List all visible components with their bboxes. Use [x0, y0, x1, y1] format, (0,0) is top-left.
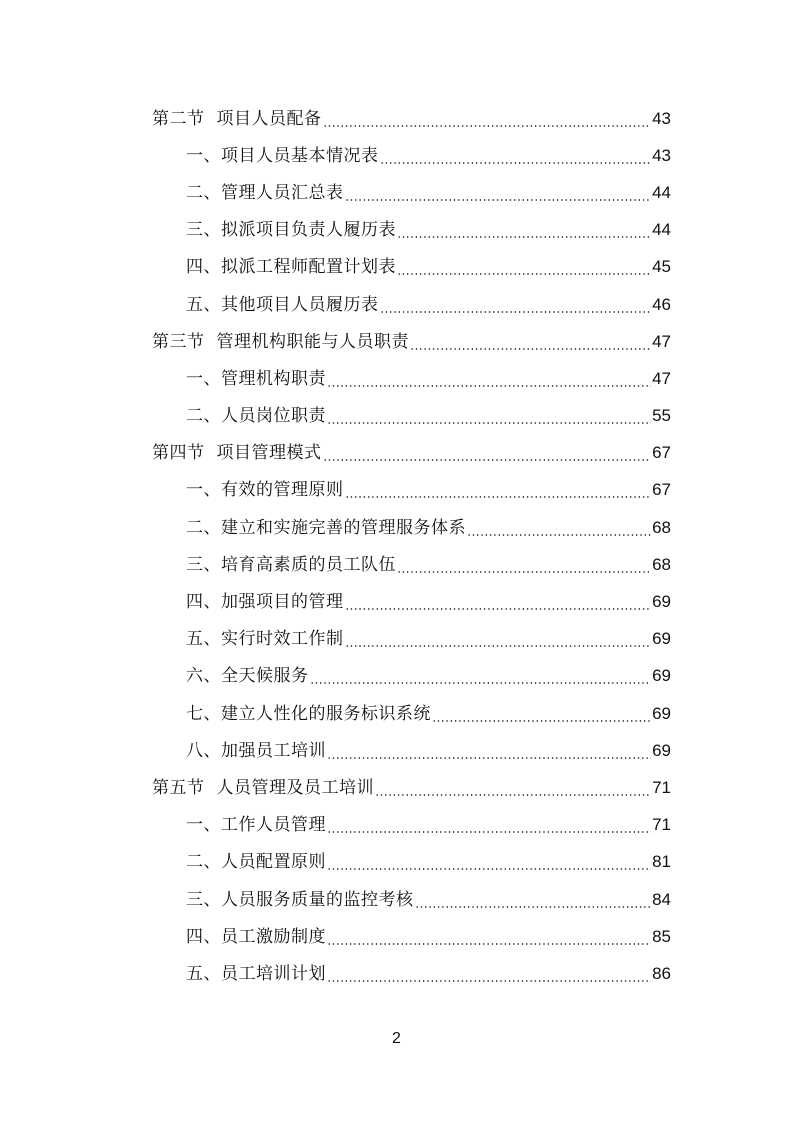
toc-entry-prefix: 一、: [186, 815, 221, 836]
toc-entry-prefix: 第四节: [152, 443, 205, 464]
dot-leader: [380, 162, 652, 164]
dot-leader: [397, 273, 651, 275]
toc-entry-prefix: 第二节: [152, 108, 205, 129]
toc-entry-page: 69: [652, 703, 671, 723]
toc-entry-title: [186, 889, 414, 911]
toc-entry-prefix: 六、: [186, 666, 221, 687]
toc-entry-page: 71: [652, 777, 671, 797]
toc-entry-text: 全天候服务: [221, 666, 309, 687]
toc-entry-text: 项目人员基本情况表: [221, 145, 379, 166]
dot-leader: [327, 868, 651, 870]
toc-entry[interactable]: [0, 583, 793, 620]
toc-entry-text: 员工激励制度: [221, 926, 326, 947]
toc-entry-title: [186, 219, 396, 241]
toc-entry-text: 人员管理及员工培训: [216, 777, 374, 798]
toc-entry-page: 69: [652, 666, 671, 686]
toc-entry-title: [186, 963, 326, 985]
toc-entry-page: 43: [652, 108, 671, 128]
toc-entry-page: 45: [652, 257, 671, 277]
toc-entry-title: [186, 628, 344, 650]
toc-entry-prefix: 第五节: [152, 777, 205, 798]
toc-entry-title: [186, 479, 344, 501]
toc-entry-title: [152, 108, 322, 130]
toc-entry-page: 69: [652, 629, 671, 649]
toc-entry-text: 拟派项目负责人履历表: [221, 220, 396, 241]
toc-entry[interactable]: [0, 174, 793, 211]
toc-entry-prefix: 五、: [186, 629, 221, 650]
toc-entry-text: 工作人员管理: [221, 815, 326, 836]
dot-leader: [415, 906, 652, 908]
dot-leader: [323, 125, 652, 127]
dot-leader: [327, 943, 651, 945]
toc-entry-text: 人员岗位职责: [221, 406, 326, 427]
toc-entry-title: [186, 405, 326, 427]
toc-entry-title: [186, 368, 326, 390]
toc-entry-text: 培育高素质的员工队伍: [221, 554, 396, 575]
toc-entry-text: 管理机构职责: [221, 368, 326, 389]
toc-entry[interactable]: [0, 249, 793, 286]
toc-entry[interactable]: [0, 918, 793, 955]
toc-entry-text: 实行时效工作制: [221, 629, 344, 650]
toc-entry[interactable]: [0, 509, 793, 546]
dot-leader: [345, 608, 652, 610]
toc-entry-page: 69: [652, 592, 671, 612]
toc-entry[interactable]: [0, 137, 793, 174]
toc-entry-title: [186, 591, 344, 613]
toc-entry-text: 员工培训计划: [221, 963, 326, 984]
toc-entry-prefix: 一、: [186, 368, 221, 389]
table-of-contents: [0, 100, 793, 993]
toc-entry[interactable]: [0, 695, 793, 732]
toc-entry-text: 项目人员配备: [216, 108, 322, 129]
toc-entry[interactable]: [0, 658, 793, 695]
toc-entry-page: 47: [652, 331, 671, 351]
toc-entry-title: [186, 926, 326, 948]
toc-entry-text: 建立人性化的服务标识系统: [221, 703, 431, 724]
toc-entry-title: [186, 182, 344, 204]
toc-entry-page: 68: [652, 517, 671, 537]
toc-entry-prefix: 八、: [186, 740, 221, 761]
toc-entry[interactable]: [0, 286, 793, 323]
toc-entry-text: 管理机构职能与人员职责: [216, 331, 409, 352]
toc-entry-title: [186, 851, 326, 873]
dot-leader: [327, 831, 651, 833]
dot-leader: [345, 199, 652, 201]
toc-entry-page: 85: [652, 926, 671, 946]
toc-entry-text: 加强员工培训: [221, 740, 326, 761]
toc-entry[interactable]: [0, 844, 793, 881]
toc-entry-prefix: 五、: [186, 963, 221, 984]
dot-leader: [345, 645, 652, 647]
toc-entry-prefix: 四、: [186, 926, 221, 947]
toc-entry[interactable]: [0, 100, 793, 137]
dot-leader: [467, 534, 651, 536]
toc-entry[interactable]: [0, 807, 793, 844]
toc-entry-page: 68: [652, 554, 671, 574]
toc-entry-text: 项目管理模式: [216, 443, 322, 464]
toc-entry-text: 建立和实施完善的管理服务体系: [221, 517, 466, 538]
toc-entry-page: 67: [652, 443, 671, 463]
dot-leader: [375, 794, 651, 796]
dot-leader: [410, 348, 651, 350]
toc-entry-text: 拟派工程师配置计划表: [221, 257, 396, 278]
toc-entry[interactable]: [0, 732, 793, 769]
toc-entry[interactable]: [0, 323, 793, 360]
dot-leader: [397, 236, 651, 238]
toc-entry-text: 加强项目的管理: [221, 592, 344, 613]
toc-entry-title: [186, 665, 309, 687]
toc-entry[interactable]: [0, 769, 793, 806]
toc-entry-prefix: 一、: [186, 145, 221, 166]
toc-entry-title: [186, 554, 396, 576]
toc-entry-prefix: 五、: [186, 294, 221, 315]
toc-entry-title: [186, 256, 396, 278]
toc-entry-page: 46: [652, 294, 671, 314]
toc-entry-prefix: 一、: [186, 480, 221, 501]
toc-entry-prefix: 七、: [186, 703, 221, 724]
toc-entry-prefix: 三、: [186, 554, 221, 575]
toc-entry-title: [186, 814, 326, 836]
toc-entry[interactable]: [0, 955, 793, 992]
toc-entry-page: 86: [652, 963, 671, 983]
toc-entry-text: 人员配置原则: [221, 852, 326, 873]
toc-entry[interactable]: [0, 472, 793, 509]
toc-entry-prefix: 三、: [186, 220, 221, 241]
page-number: 2: [392, 1030, 401, 1047]
toc-entry[interactable]: [0, 398, 793, 435]
toc-entry[interactable]: [0, 212, 793, 249]
toc-entry-prefix: 二、: [186, 852, 221, 873]
toc-entry-page: 43: [652, 145, 671, 165]
toc-entry-title: [186, 740, 326, 762]
toc-entry-text: 管理人员汇总表: [221, 182, 344, 203]
dot-leader: [327, 422, 651, 424]
toc-entry-page: 44: [652, 220, 671, 240]
dot-leader: [327, 757, 651, 759]
toc-entry-text: 其他项目人员履历表: [221, 294, 379, 315]
dot-leader: [345, 496, 652, 498]
dot-leader: [323, 459, 652, 461]
toc-entry[interactable]: [0, 360, 793, 397]
dot-leader: [327, 385, 651, 387]
toc-entry-prefix: 三、: [186, 889, 221, 910]
toc-entry-title: [152, 777, 374, 799]
dot-leader: [380, 311, 652, 313]
toc-entry-text: 有效的管理原则: [221, 480, 344, 501]
toc-entry-page: 81: [652, 852, 671, 872]
toc-entry-page: 69: [652, 740, 671, 760]
dot-leader: [397, 571, 651, 573]
toc-entry-page: 71: [652, 815, 671, 835]
toc-entry-title: [152, 442, 322, 464]
toc-entry-prefix: 四、: [186, 592, 221, 613]
toc-entry[interactable]: [0, 621, 793, 658]
toc-entry-title: [186, 703, 431, 725]
toc-entry-page: 67: [652, 480, 671, 500]
toc-entry-page: 55: [652, 406, 671, 426]
dot-leader: [327, 980, 651, 982]
dot-leader: [432, 720, 651, 722]
toc-entry-page: 47: [652, 368, 671, 388]
toc-entry-prefix: 第三节: [152, 331, 205, 352]
toc-entry-prefix: 二、: [186, 182, 221, 203]
toc-entry-prefix: 二、: [186, 406, 221, 427]
toc-entry-title: [186, 294, 379, 316]
toc-entry-title: [152, 331, 409, 353]
toc-entry-prefix: 四、: [186, 257, 221, 278]
toc-entry-title: [186, 517, 466, 539]
toc-entry[interactable]: [0, 546, 793, 583]
toc-entry[interactable]: [0, 435, 793, 472]
dot-leader: [310, 682, 652, 684]
toc-entry-title: [186, 145, 379, 167]
toc-entry-page: 44: [652, 182, 671, 202]
toc-entry-page: 84: [652, 889, 671, 909]
toc-entry-text: 人员服务质量的监控考核: [221, 889, 414, 910]
toc-entry[interactable]: [0, 881, 793, 918]
toc-entry-prefix: 二、: [186, 517, 221, 538]
